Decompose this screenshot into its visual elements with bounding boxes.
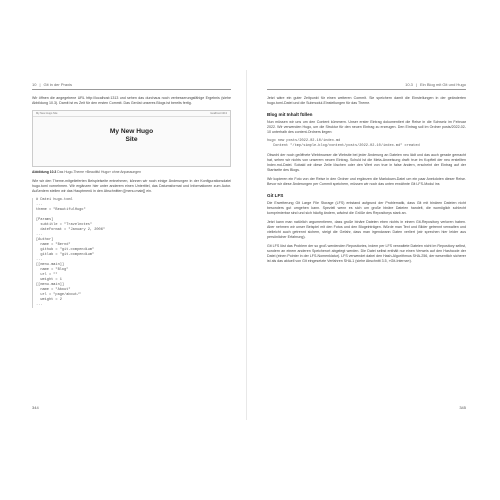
code-line: subtitle = "Travelnotes" (36, 223, 93, 227)
right-running-header: 10.3 | Ein Blog mit Git und Hugo (267, 82, 466, 90)
right-intro: Jetzt wäre ein guter Zeitpunkt für einen weiteren Commit. Sie speichern damit die Einstellungen in der geänderten hugo.toml-Datei und die Submodul-Einstellungen für das Theme. (267, 96, 466, 105)
figure-url: localhost:1313 (210, 112, 227, 115)
code-line: name = "About" (36, 288, 71, 292)
chapter-number: 10 (32, 82, 37, 87)
code-line: name = "Blog" (36, 268, 69, 272)
left-paragraph-1: Wir öffnen die angegebene URL http://localhost:1313 und sehen das durchaus noch verbesserungsfähige Ergebnis (siehe Abbildung 10.3). Damit ist es Zeit für den ersten Commit. Das Gerüst unseres Blogs ist bereits fertig. (32, 96, 231, 105)
command-hugo-new: hugo new posts/2022-02-10/index.md (267, 139, 341, 143)
left-page (24, 74, 239, 416)
code-line: ... (36, 258, 43, 262)
figure-site-title: My New Hugo Site (109, 128, 154, 143)
code-line: weight = 1 (36, 278, 62, 282)
section-title: Ein Blog mit Git und Hugo (419, 82, 466, 87)
command-output: Content "/tmp/simple-blog/content/posts/2022-02-10/index.md" created (273, 144, 420, 148)
figure-caption-label: Abbildung 10.3 (32, 170, 57, 174)
right-content (267, 96, 466, 264)
code-line: [Params] (36, 218, 54, 222)
heading-blog-content: Blog mit Inhalt füllen (267, 112, 313, 117)
code-line: name = "Bernd" (36, 243, 71, 247)
blog-paragraph-1: Nun müssen wir uns um den Content kümmern. Unser erster Eintrag dokumentiert die Reise in die Schweiz im Februar 2022. Wir verwenden Hugo, um die Struktur für den neuen Eintrag zu erzeugen. Den Eintrag soll im Ordner posts/2022-02-10 unterhalb des content-Ordners liegen: (267, 120, 466, 134)
left-running-header: 10 | Git in der Praxis (32, 82, 231, 90)
code-line: dateFormat = "January 2, 2006" (36, 228, 106, 232)
left-content (32, 96, 231, 308)
left-paragraph-2: Wie wir den Theme-mitgelieferten Beispielseite entnehmen, können wir noch einige Änderungen in der Konfigurationsdatei hugo.toml vornehmen. Wir ergänzen hier unter anderem einen Untertitel, das Datumsformat und Informationen zum Autor. Außerdem stellen wir das Hauptmenü in den Abschnitten [[menu.main]] ein. (32, 179, 231, 193)
lfs-paragraph-2: Jetzt kann man natürlich argumentieren, dass große binäre Dateien eben nichts in einem Git-Repository verloren haben. Aber nehmen wir unser Beispiel mit den Fotos und den Blogeinträgen. Würde man Text und Bilder getrennt verwalten und vielleicht auch getrennt sichern, steigt die Gefahr, dass man irgendwann Daten verliert (wir sprechen hier leider aus persönlicher Erfahrung). (267, 220, 466, 239)
code-line: ... (36, 233, 43, 237)
code-line: url = "page/about/" (36, 293, 82, 297)
right-page-number: 345 (459, 405, 466, 410)
command-block (267, 139, 466, 149)
figure-caption (32, 170, 231, 174)
lfs-paragraph-3: Git LFS löst das Problem der so groß werdenden Repositories, indem per LFS verwaltete Dateien nicht im Repository selbst, sondern an einem anderen Speicherort abgelegt werden. Die Datei selbst enthält nur einen Verweis auf den Hashcode der Datei (einen Pointer in der LFS-Nomenklatur). LFS verwendet dabei den Hash-Algorithmus SHA-256, der wesentlich sicherer ist als das aktuell von Git eingesetzte Verfahren SHA-1 (siehe Abschnitt 3.5, »Git-Interna«). (267, 244, 466, 263)
code-listing (32, 198, 231, 308)
code-comment: # Datei hugo.toml (36, 198, 73, 202)
book-gutter (246, 70, 247, 420)
code-line: github = "git-compendium" (36, 248, 95, 252)
blog-paragraph-3: Wir kopieren ein Foto von der Reise in den Ordner und ergänzen die Markdown-Datei um ein paar Anekdoten dieser Reise. Bevor wir diese Änderungen per Commit speichern, müssen wir noch das unten erwähnte Git LFS-Modul ins (267, 177, 466, 186)
code-line: [[menu.main]] (36, 283, 65, 287)
code-line: [[menu.main]] (36, 263, 65, 267)
code-line: ... (36, 303, 43, 307)
figure-site-name: My New Hugo Site (36, 112, 58, 115)
code-line: gitlab = "git-compendium" (36, 253, 95, 257)
heading-git-lfs: Git LFS (267, 193, 284, 198)
blog-paragraph-2: Obwohl der noch geöffnete Webbrowser die Website bei jeder Änderung an Dateien neu lädt und das auch gerade gemacht hat, sehen wir nichts von unserem neuen Eintrag. Schuld ist die Meta-Anweisung draft: true im Kopfteil der neu erstellten Index.md-Datei. Sobald wir diese Zeile löschen oder den Wert von true in false ändern, erscheint der Eintrag auf der Startseite des Blogs. (267, 153, 466, 172)
code-line: url = "" (36, 273, 58, 277)
code-line: theme = "BeautifulHugo" (36, 208, 86, 212)
code-lines (36, 203, 231, 308)
code-line: [Author] (36, 238, 54, 242)
right-page (259, 74, 474, 416)
code-line: weight = 2 (36, 298, 62, 302)
figure-caption-text: Das Hugo-Theme »Beautiful Hugo« ohne Anpassungen (57, 170, 141, 174)
chapter-title: Git in der Praxis (43, 82, 72, 87)
code-line: ... (36, 203, 43, 207)
lfs-paragraph-1: Die Erweiterung Git Large File Storage (LFS) entstand aufgrund der Problematik, dass Git mit binären Dateien nicht besonders gut umgehen kann. Speziell wenn es sich um große binäre Dateien handelt, die womöglich schlecht komprimierbar sind und sich häufig ändern, wächst die Größe des Repositorys stark an. (267, 201, 466, 215)
figure-hugo-screenshot (32, 110, 231, 167)
section-number: 10.3 (405, 82, 413, 87)
figure-browser-bar (33, 111, 230, 117)
left-page-number: 344 (32, 405, 39, 410)
